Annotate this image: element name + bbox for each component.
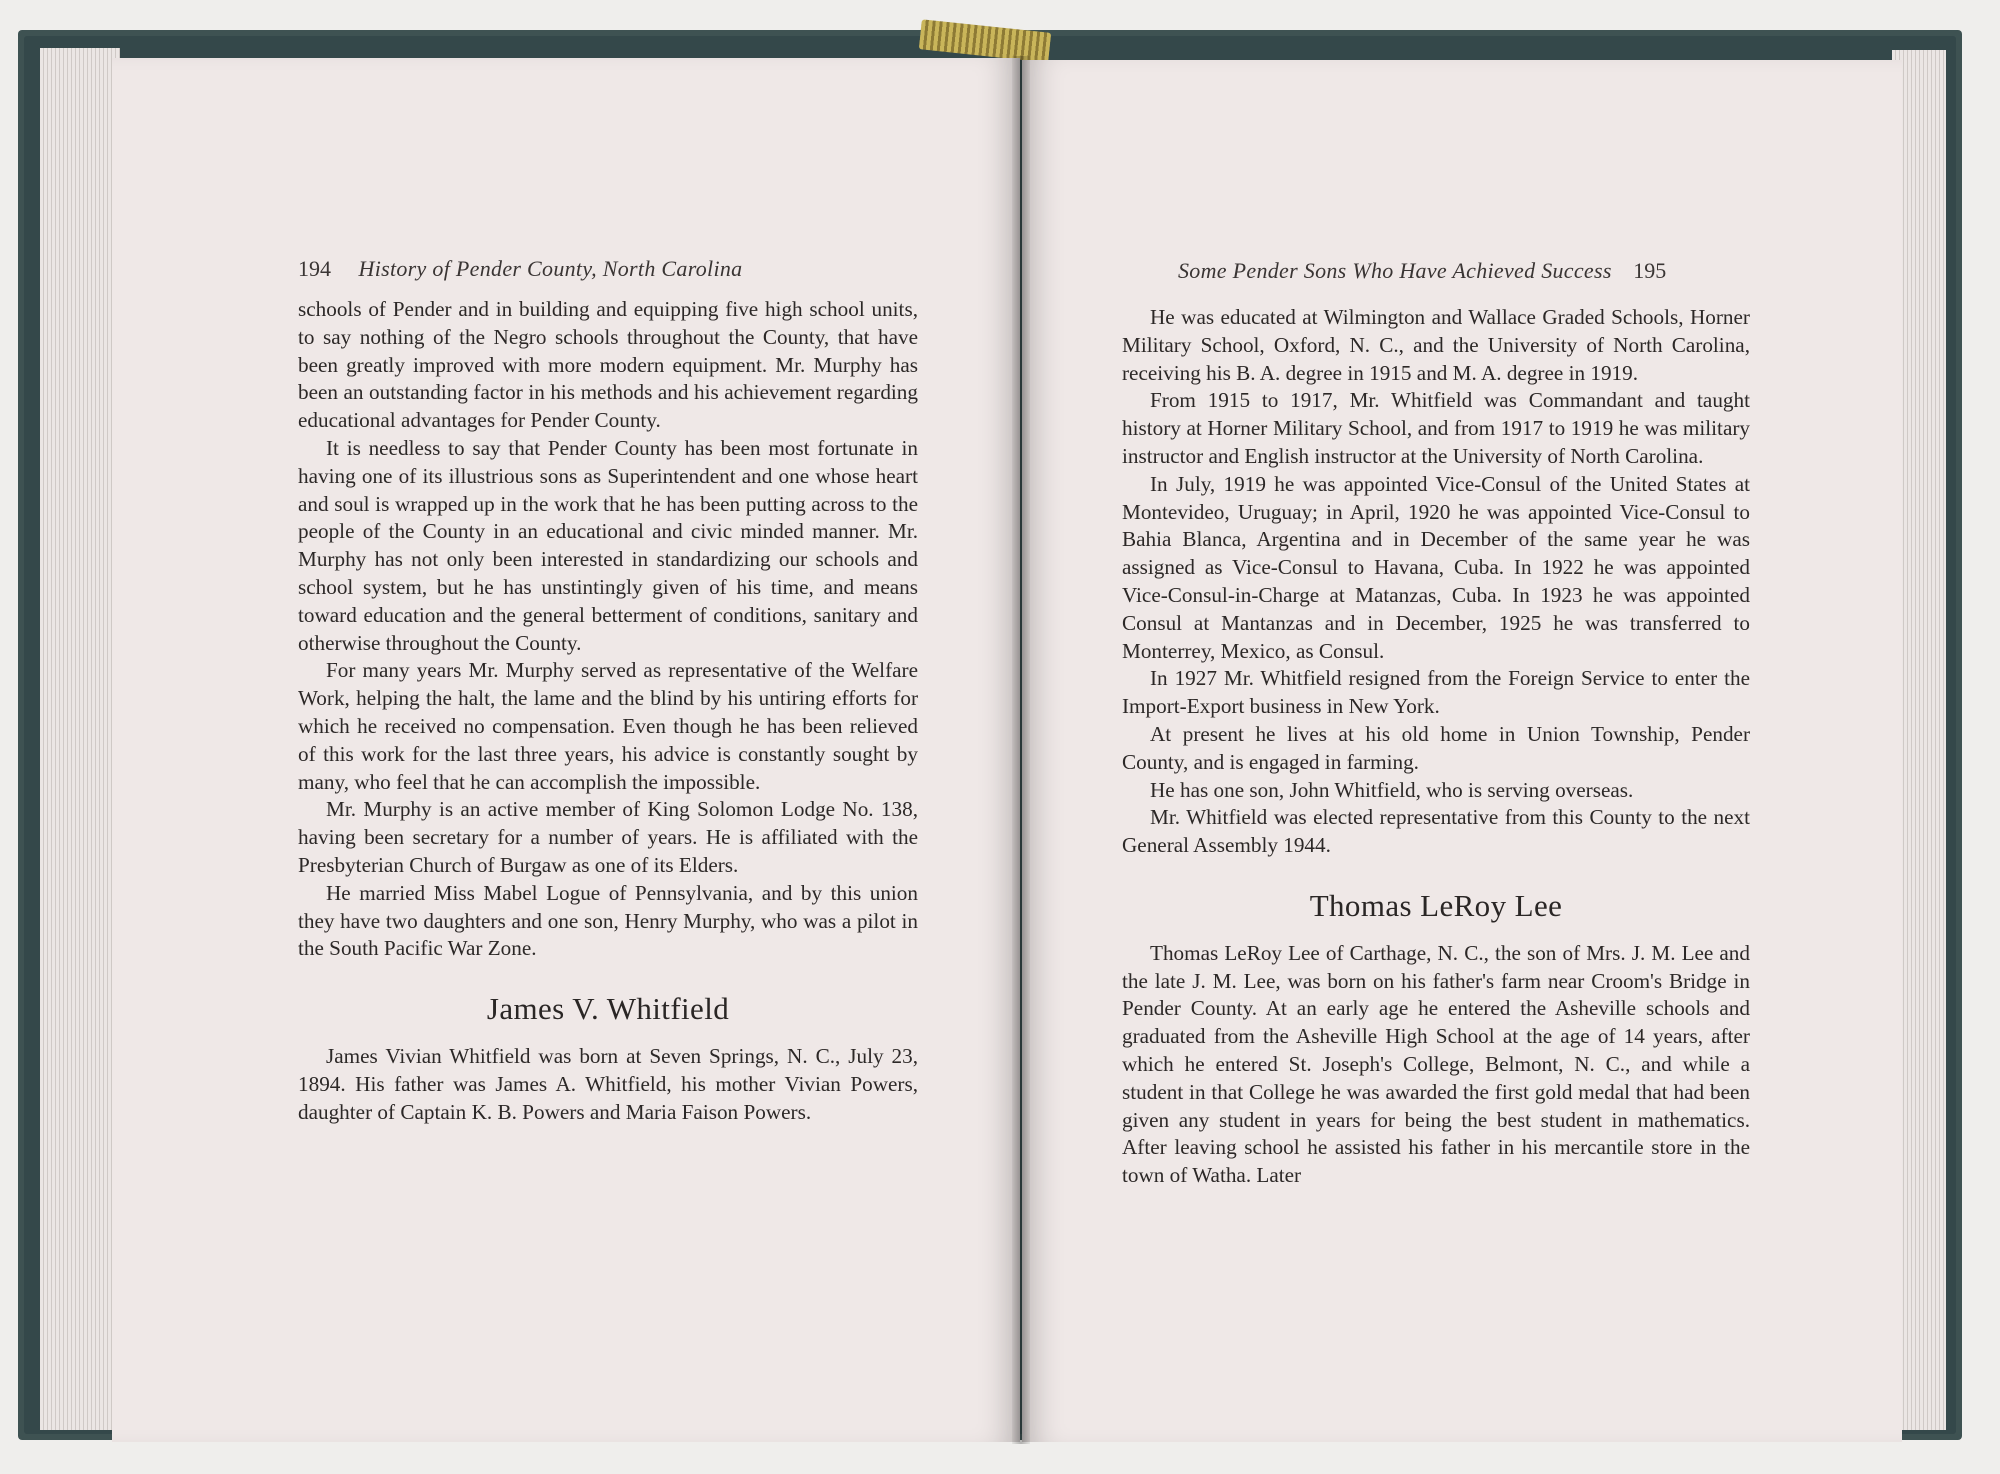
- right-running-head: [1178, 258, 1666, 284]
- paragraph: For many years Mr. Murphy served as representative of the Welfare Work, helping the halt, the lame and the blind by his untiring efforts for which he received no compensation. Even though he has been relieved of this work for the last three years, his advice is constantly sought by many, who feel that he can accomplish the impossible.: [298, 658, 918, 794]
- left-running-head: [298, 256, 742, 282]
- paragraph: Mr. Whitfield was elected representative from this County to the next General Assembly 1944.: [1122, 805, 1750, 858]
- left-running-title: History of Pender County, North Carolina: [358, 256, 743, 281]
- left-text-block: [298, 296, 918, 1126]
- paragraph: Thomas LeRoy Lee of Carthage, N. C., the son of Mrs. J. M. Lee and the late J. M. Lee, was born on his father's farm near Croom's Bridge in Pender County. At an early age he entered the Asheville schools and graduated from the Asheville High School at the age of 14 years, after which he entered St. Joseph's College, Belmont, N. C., and while a student in that College he was awarded the first gold medal that had been given any student in years for being the best student in mathematics. After leaving school he assisted his father in his mercantile store in the town of Watha. Later: [1122, 940, 1750, 1188]
- paragraph: In 1927 Mr. Whitfield resigned from the Foreign Service to enter the Import-Export business in New York.: [1122, 666, 1750, 719]
- paragraph: He was educated at Wilmington and Wallace Graded Schools, Horner Military School, Oxford, N. C., and the University of North Carolina, receiving his B. A. degree in 1915 and M. A. degree in 1919.: [1122, 305, 1750, 385]
- left-page-stack: [40, 48, 120, 1430]
- left-page-number: 194: [298, 256, 331, 281]
- right-running-title: Some Pender Sons Who Have Achieved Success: [1178, 258, 1612, 283]
- paragraph: Mr. Murphy is an active member of King Solomon Lodge No. 138, having been secretary for a number of years. He is affiliated with the Presbyterian Church of Burgaw as one of its Elders.: [298, 797, 918, 877]
- right-page-number: 195: [1633, 258, 1667, 283]
- book-gutter: [1012, 56, 1030, 1444]
- paragraph: He has one son, John Whitfield, who is serving overseas.: [1150, 777, 1634, 802]
- paragraph: From 1915 to 1917, Mr. Whitfield was Commandant and taught history at Horner Military School, and from 1917 to 1919 he was military instructor and English instructor at the University of North Carolina.: [1122, 388, 1750, 468]
- section-heading-whitfield: James V. Whitfield: [486, 991, 730, 1027]
- section-heading-lee: Thomas LeRoy Lee: [1309, 887, 1563, 923]
- paragraph: schools of Pender and in building and equipping five high school units, to say nothing of the Negro schools throughout the County, that have been greatly improved with more modern equipment. Mr. Murphy has been an outstanding factor in his methods and his achievement regarding educational advantages for Pender County.: [298, 297, 918, 433]
- right-text-block: [1122, 304, 1750, 1190]
- paragraph: It is needless to say that Pender County has been most fortunate in having one of its illustrious sons as Superintendent and one whose heart and soul is wrapped up in the work that he has been putting across to the people of the County in an educational and civic minded manner. Mr. Murphy has not only been interested in standardizing our schools and school system, but he has unstintingly given of his time, and means toward education and the general betterment of conditions, sanitary and otherwise throughout the County.: [298, 435, 918, 655]
- right-page: [1022, 60, 1902, 1442]
- paragraph: James Vivian Whitfield was born at Seven Springs, N. C., July 23, 1894. His father was James A. Whitfield, his mother Vivian Powers, daughter of Captain K. B. Powers and Maria Faison Powers.: [298, 1043, 918, 1124]
- left-page: [112, 58, 1020, 1442]
- paragraph: At present he lives at his old home in Union Township, Pender County, and is engaged in farming.: [1122, 721, 1750, 774]
- paragraph: In July, 1919 he was appointed Vice-Consul of the United States at Montevideo, Uruguay; in April, 1920 he was appointed Vice-Consul to Bahia Blanca, Argentina and in December of the same year he was assigned as Vice-Consul to Havana, Cuba. In 1922 he was appointed Vice-Consul-in-Charge at Matanzas, Cuba. In 1923 he was appointed Consul at Mantanzas and in December, 1925 he was transferred to Monterrey, Mexico, as Consul.: [1122, 471, 1750, 663]
- paragraph: He married Miss Mabel Logue of Pennsylvania, and by this union they have two daughters and one son, Henry Murphy, who was a pilot in the South Pacific War Zone.: [298, 880, 918, 961]
